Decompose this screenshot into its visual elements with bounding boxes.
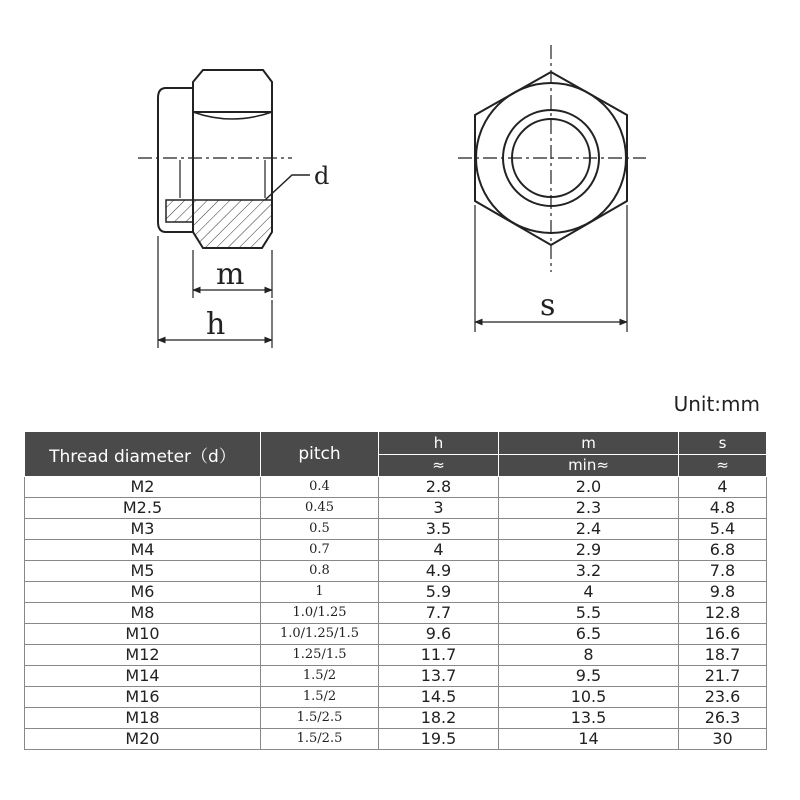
cell-s: 6.8 (679, 540, 767, 561)
cell-pitch: 0.7 (261, 540, 379, 561)
cell-s: 23.6 (679, 687, 767, 708)
unit-label: Unit:mm (673, 392, 760, 416)
table-row (25, 645, 767, 666)
cell-thread: M14 (25, 666, 261, 687)
cell-pitch: 1.0/1.25/1.5 (261, 624, 379, 645)
table-row (25, 519, 767, 540)
cell-h: 3.5 (379, 519, 499, 540)
cell-pitch: 1.5/2 (261, 687, 379, 708)
cell-s: 5.4 (679, 519, 767, 540)
cell-s: 9.8 (679, 582, 767, 603)
cell-h: 18.2 (379, 708, 499, 729)
cell-m: 8 (499, 645, 679, 666)
cell-pitch: 1.25/1.5 (261, 645, 379, 666)
header-thread-diameter: Thread diameter（d） (25, 432, 261, 477)
cell-thread: M5 (25, 561, 261, 582)
cell-pitch: 1.0/1.25 (261, 603, 379, 624)
cell-m: 14 (499, 729, 679, 750)
header-m: m (499, 432, 679, 455)
cell-h: 3 (379, 498, 499, 519)
table-row (25, 687, 767, 708)
table-row (25, 729, 767, 750)
cell-h: 4.9 (379, 561, 499, 582)
cell-thread: M12 (25, 645, 261, 666)
cell-s: 30 (679, 729, 767, 750)
table-row (25, 540, 767, 561)
cell-h: 13.7 (379, 666, 499, 687)
cell-m: 9.5 (499, 666, 679, 687)
body-section (193, 200, 272, 248)
cell-m: 6.5 (499, 624, 679, 645)
table-row (25, 582, 767, 603)
cell-thread: M16 (25, 687, 261, 708)
table-row (25, 708, 767, 729)
table-row (25, 498, 767, 519)
label-m: m (216, 257, 245, 292)
cell-h: 11.7 (379, 645, 499, 666)
header-s-sub: ≈ (679, 454, 767, 477)
cell-pitch: 0.4 (261, 477, 379, 498)
cell-thread: M10 (25, 624, 261, 645)
cell-thread: M18 (25, 708, 261, 729)
cell-thread: M2.5 (25, 498, 261, 519)
cell-pitch: 1.5/2 (261, 666, 379, 687)
insert-section (166, 200, 193, 222)
cell-s: 7.8 (679, 561, 767, 582)
header-s: s (679, 432, 767, 455)
cell-h: 14.5 (379, 687, 499, 708)
cell-s: 26.3 (679, 708, 767, 729)
cell-pitch: 1.5/2.5 (261, 729, 379, 750)
cell-h: 5.9 (379, 582, 499, 603)
label-d: d (314, 162, 330, 190)
header-pitch: pitch (261, 432, 379, 477)
cell-h: 19.5 (379, 729, 499, 750)
cell-thread: M8 (25, 603, 261, 624)
table-row (25, 603, 767, 624)
cell-m: 13.5 (499, 708, 679, 729)
cell-pitch: 0.45 (261, 498, 379, 519)
cell-pitch: 1.5/2.5 (261, 708, 379, 729)
table-row (25, 666, 767, 687)
cell-s: 21.7 (679, 666, 767, 687)
cell-m: 5.5 (499, 603, 679, 624)
cell-s: 4.8 (679, 498, 767, 519)
cell-pitch: 0.8 (261, 561, 379, 582)
header-h-sub: ≈ (379, 454, 499, 477)
cell-h: 7.7 (379, 603, 499, 624)
cell-thread: M4 (25, 540, 261, 561)
cell-m: 2.9 (499, 540, 679, 561)
cell-m: 2.4 (499, 519, 679, 540)
cell-m: 2.3 (499, 498, 679, 519)
cell-s: 18.7 (679, 645, 767, 666)
cell-h: 4 (379, 540, 499, 561)
cell-pitch: 0.5 (261, 519, 379, 540)
cell-h: 9.6 (379, 624, 499, 645)
spec-table (24, 431, 767, 750)
cell-thread: M6 (25, 582, 261, 603)
table-row (25, 624, 767, 645)
table-row (25, 561, 767, 582)
cell-m: 10.5 (499, 687, 679, 708)
technical-drawing (0, 0, 800, 380)
label-h: h (206, 307, 226, 342)
cell-thread: M3 (25, 519, 261, 540)
cell-s: 16.6 (679, 624, 767, 645)
cell-thread: M20 (25, 729, 261, 750)
header-h: h (379, 432, 499, 455)
cell-s: 4 (679, 477, 767, 498)
cell-m: 3.2 (499, 561, 679, 582)
cell-h: 2.8 (379, 477, 499, 498)
cell-m: 4 (499, 582, 679, 603)
cell-thread: M2 (25, 477, 261, 498)
table-row (25, 477, 767, 498)
label-s: s (540, 288, 556, 323)
cell-m: 2.0 (499, 477, 679, 498)
cell-pitch: 1 (261, 582, 379, 603)
header-m-sub: min≈ (499, 454, 679, 477)
cell-s: 12.8 (679, 603, 767, 624)
